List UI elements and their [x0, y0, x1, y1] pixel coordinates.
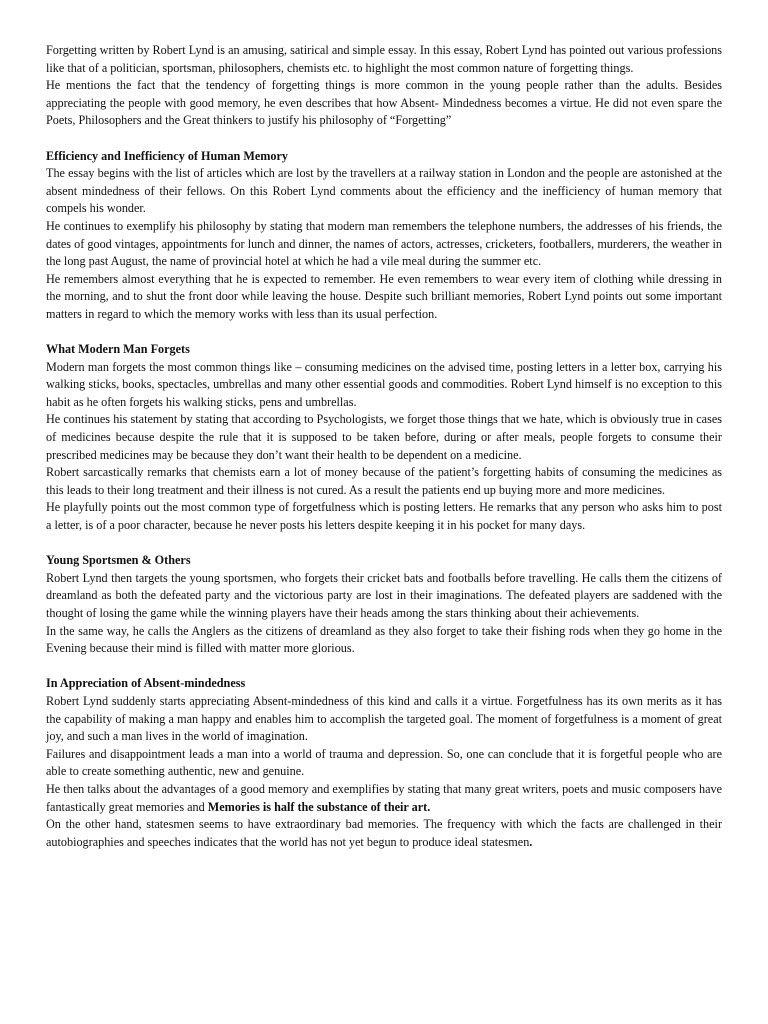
section-absent-mindedness [46, 675, 722, 851]
body-paragraph-final [46, 816, 722, 851]
section-heading: In Appreciation of Absent-mindedness [46, 676, 246, 691]
section-heading: What Modern Man Forgets [46, 342, 190, 357]
paragraph-text: On the other hand, statesmen seems to have extraordinary bad memories. The frequency with which the facts are challenged in their autobiographies and speeches indicates that the world has not yet begun to produce ideal statesmen [46, 817, 722, 849]
body-paragraph: He remembers almost everything that he is expected to remember. He even remembers to wear every item of clothing while dressing in the morning, and to shut the front door while leaving the house. Despite such brilliant memories, Robert Lynd points out some important matters in regard to which the memory works with less than its usual perfection. [46, 271, 722, 321]
body-paragraph: Failures and disappointment leads a man into a world of trauma and depression. So, one can conclude that it is forgetful people who are able to create something authentic, new and genuine. [46, 746, 722, 779]
emphasized-text: Memories is half the substance of their art. [207, 799, 431, 814]
intro-paragraph: Forgetting written by Robert Lynd is an amusing, satirical and simple essay. In this essay, Robert Lynd has pointed out various professions like that of a politician, sportsman, philosophers, chemists etc. to highlight the most common nature of forgetting things. [46, 43, 722, 75]
section-heading: Young Sportsmen & Others [46, 553, 191, 568]
paragraph-text: He then talks about the advantages of a good memory and exemplifies by stating that many great writers, poets and music composers have fantastically great memories and [46, 781, 722, 814]
intro-paragraph: He mentions the fact that the tendency of forgetting things is more common in the young people rather than the adults. Besides appreciating the people with good memory, he even describes that how Absent- Mindedness becomes a virtue. He did not even spare the Poets, Philosophers and the Great thinkers to justify his philosophy of “Forgetting” [46, 78, 722, 128]
body-paragraph: Robert sarcastically remarks that chemists earn a lot of money because of the patient’s forgetting habits of consuming the medicines as this leads to their long treatment and their illness is not cured. As a result the patients end up buying more and more medicines. [46, 465, 722, 497]
section-heading: Efficiency and Inefficiency of Human Memory [46, 148, 289, 163]
body-paragraph-with-emphasis [46, 781, 722, 816]
body-paragraph: He continues to exemplify his philosophy by stating that modern man remembers the telephone numbers, the addresses of his friends, the dates of good vintages, appointments for lunch and dinner, the names of actors, actresses, cricketers, footballers, murderers, the weather in the long past August, the name of provincial hotel at which he had a vile meal during the summer etc. [46, 218, 722, 269]
section-modern-man [46, 341, 722, 535]
body-paragraph: The essay begins with the list of articles which are lost by the travellers at a railway station in London and the people are astonished at the absent mindedness of their fellows. On this Robert Lynd comments about the efficiency and the inefficiency of human memory that compels his wonder. [46, 166, 722, 216]
body-paragraph: Robert Lynd then targets the young sportsmen, who forgets their cricket bats and footballs before travelling. He calls them the citizens of dreamland as both the defeated party and the victorious party are lost in their imaginations. The defeated players are saddened with the thought of losing the game while the winning players have their heads among the stars thinking about their achievements. [46, 570, 722, 620]
section-sportsmen [46, 552, 722, 658]
body-paragraph: He playfully points out the most common type of forgetfulness which is posting letters. He remarks that any person who asks him to post a letter, is of a poor character, because he never posts his letters despite keeping it in his pocket for many days. [46, 500, 722, 533]
emphasized-period: . [529, 834, 533, 849]
document-page [46, 42, 722, 851]
section-memory [46, 148, 722, 324]
body-paragraph: Robert Lynd suddenly starts appreciating Absent-mindedness of this kind and calls it a virtue. Forgetfulness has its own merits as it has the capability of making a man happy and enables him to accomplish the targeted goal. The moment of forgetfulness is a moment of great joy, and such a man lives in the world of imagination. [46, 693, 722, 744]
body-paragraph: In the same way, he calls the Anglers as the citizens of dreamland as they also forget to take their fishing rods when they go home in the Evening because their mind is filled with matter more glorious. [46, 623, 722, 656]
body-paragraph: Modern man forgets the most common things like – consuming medicines on the advised time, posting letters in a letter box, carrying his walking sticks, books, spectacles, umbrellas and many other essential goods and commodities. Robert Lynd himself is no exception to this habit as he often forgets his walking sticks, pens and umbrellas. [46, 359, 722, 409]
body-paragraph: He continues his statement by stating that according to Psychologists, we forget those things that we hate, which is obviously true in cases of medicines because despite the rule that it is supposed to be taken before, during or after meals, people forgets to consume their prescribed medicines may be because they don’t want their health to be dependent on a medicine. [46, 412, 722, 462]
